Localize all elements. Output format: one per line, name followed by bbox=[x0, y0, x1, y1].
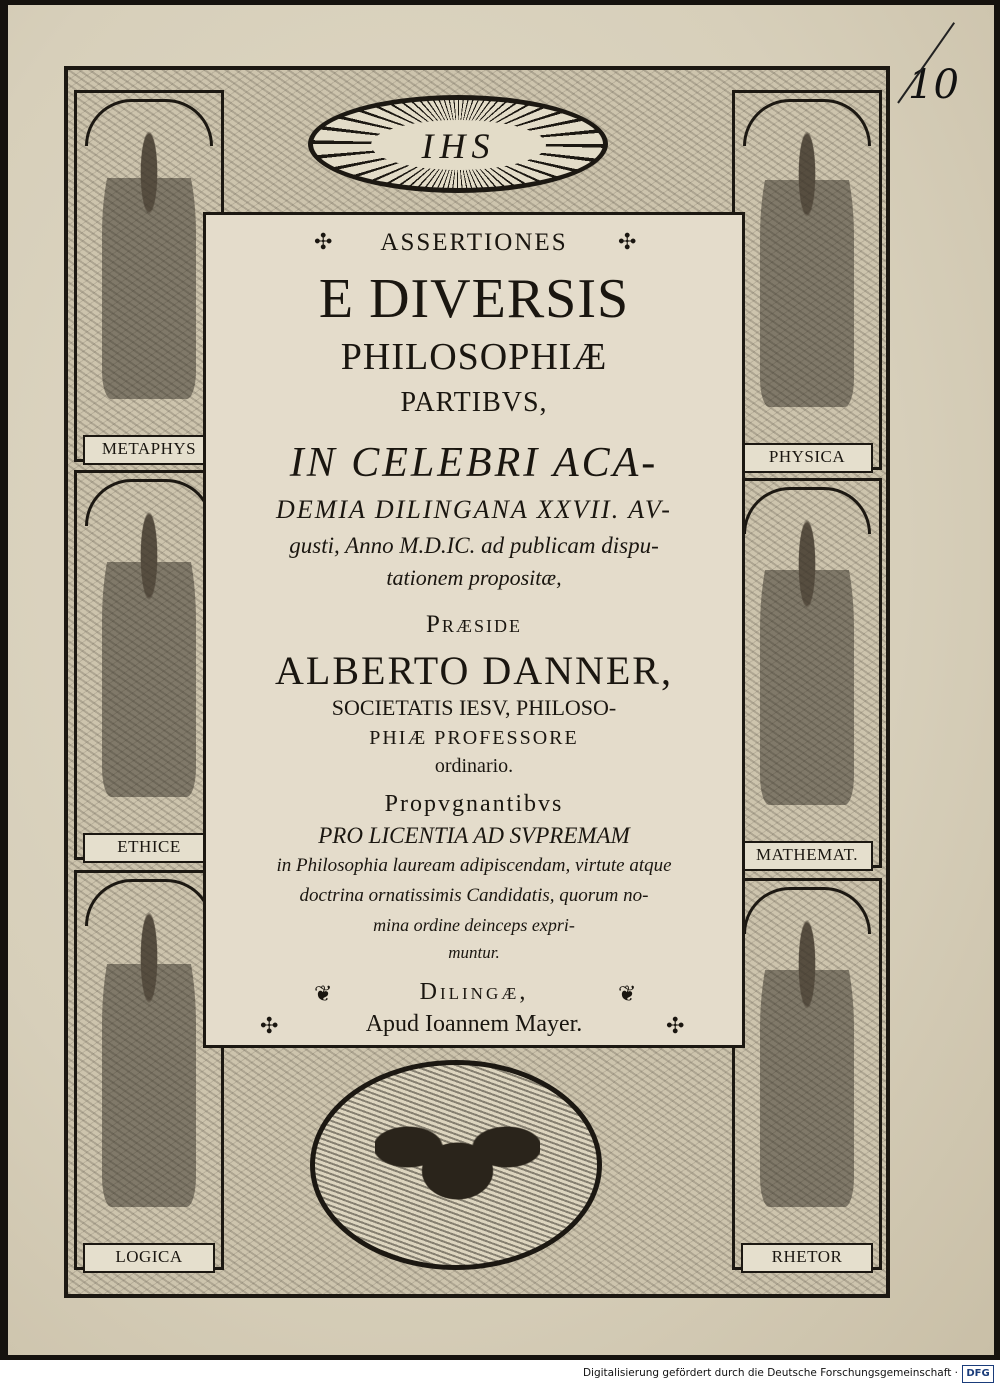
ihs-sunburst-emblem bbox=[308, 95, 608, 193]
pelican-emblem bbox=[310, 1060, 602, 1270]
left-panel-mid bbox=[74, 470, 224, 860]
title-line-3: PHILOSOPHIÆ bbox=[340, 336, 608, 378]
imprint-printer: Apud Ioannem Mayer. bbox=[365, 1011, 583, 1037]
right-panel-top bbox=[732, 90, 882, 470]
metaphysica-figure bbox=[102, 123, 196, 399]
mathematica-figure bbox=[760, 511, 854, 805]
propugnantibus-line-1: PRO LICENTIA AD SVPREMAM bbox=[318, 823, 630, 848]
propugnantibus-line-2: in Philosophia lauream adipiscendam, virtute atque bbox=[276, 855, 672, 876]
title-line-1: ASSERTIONES bbox=[380, 229, 568, 256]
handwritten-page-number: 10 bbox=[908, 62, 959, 108]
fleuron-icon: ✣ bbox=[314, 229, 333, 254]
propugnantibus-line-3: doctrina ornatissimis Candidatis, quorum no- bbox=[299, 885, 649, 906]
right-panel-bottom bbox=[732, 878, 882, 1270]
occasion-line-1: IN CELEBRI ACA- bbox=[289, 440, 659, 486]
label-logica: LOGICA bbox=[83, 1243, 215, 1273]
occasion-line-3: gusti, Anno M.D.IC. ad publicam dispu- bbox=[289, 533, 659, 558]
fleuron-icon: ❦ bbox=[618, 981, 637, 1006]
label-physica: PHYSICA bbox=[741, 443, 873, 473]
ethice-figure bbox=[102, 503, 196, 797]
title-text-block bbox=[203, 212, 745, 1048]
propugnantibus-line-5: muntur. bbox=[448, 943, 500, 962]
fleuron-icon: ✣ bbox=[260, 1013, 279, 1038]
praeses-line-1: SOCIETATIS IESV, PHILOSO- bbox=[331, 695, 617, 720]
label-rhetor: RHETOR bbox=[741, 1243, 873, 1273]
title-line-2: E DIVERSIS bbox=[318, 268, 630, 330]
propugnantibus-intro: Propvgnantibvs bbox=[384, 791, 564, 817]
praeses-name: ALBERTO DANNER, bbox=[275, 648, 673, 693]
imprint-place: Dilingæ, bbox=[419, 979, 529, 1005]
fleuron-icon: ❦ bbox=[314, 981, 333, 1006]
title-line-4: PARTIBVS, bbox=[400, 387, 548, 418]
fleuron-icon: ✣ bbox=[666, 1013, 685, 1038]
funding-notice: Digitalisierung gefördert durch die Deutsche Forschungsgemeinschaft · bbox=[582, 1367, 958, 1379]
pelican-icon bbox=[375, 1105, 540, 1225]
dfg-logo-icon[interactable]: DFG bbox=[962, 1365, 994, 1383]
rhetorica-figure bbox=[760, 911, 854, 1207]
label-mathemat: MATHEMAT. bbox=[741, 841, 873, 871]
occasion-line-2: DEMIA DILINGANA XXVII. AV- bbox=[276, 495, 672, 524]
label-ethice: ETHICE bbox=[83, 833, 215, 863]
left-panel-top bbox=[74, 90, 224, 462]
right-panel-mid bbox=[732, 478, 882, 868]
fleuron-icon: ✣ bbox=[618, 229, 637, 254]
praeses-line-3: ordinario. bbox=[434, 755, 514, 777]
physica-figure bbox=[760, 123, 854, 407]
occasion-line-4: tationem propositæ, bbox=[386, 565, 562, 590]
praeses-intro: Præside bbox=[426, 611, 522, 638]
left-panel-bottom bbox=[74, 870, 224, 1270]
label-metaphys: METAPHYS bbox=[83, 435, 215, 465]
logica-figure bbox=[102, 903, 196, 1207]
ihs-monogram: IHS bbox=[421, 126, 496, 166]
propugnantibus-line-4: mina ordine deinceps expri- bbox=[373, 915, 575, 935]
emblem-center bbox=[371, 120, 546, 170]
praeses-line-2: PHIÆ PROFESSORE bbox=[369, 727, 579, 749]
